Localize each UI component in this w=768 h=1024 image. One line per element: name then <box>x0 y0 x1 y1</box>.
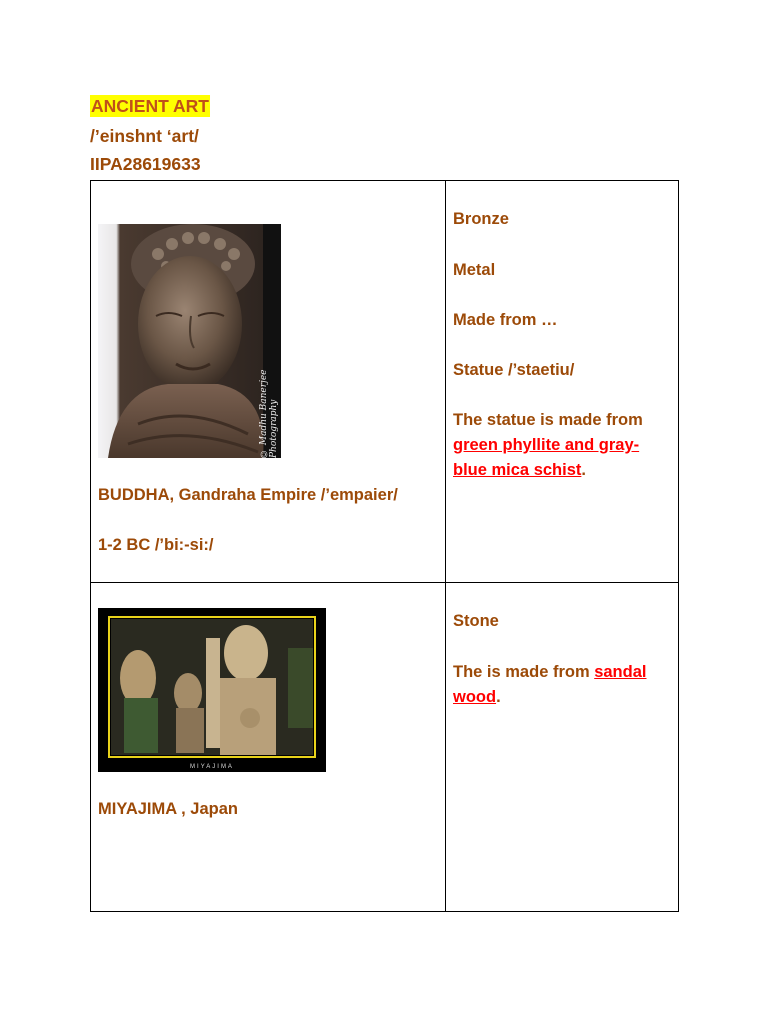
buddha-caption: BUDDHA, Gandraha Empire /’empaier/ <box>98 486 398 504</box>
buddha-image-graphic <box>98 224 281 458</box>
vocabulary-table <box>90 180 679 912</box>
photo-credit: © Madhu Banerjee Photography <box>259 369 279 458</box>
desc-line: Statue /’staetiu/ <box>453 361 575 379</box>
sentence-end: . <box>581 461 586 479</box>
table-row <box>91 583 679 912</box>
desc-line: Metal <box>453 261 496 279</box>
material-link[interactable]: green phyllite and gray-blue mica schist <box>453 436 640 479</box>
sentence-end: . <box>496 688 501 706</box>
desc-line: Bronze <box>453 210 509 228</box>
buddha-date: 1-2 BC /’bi:-si:/ <box>98 536 214 554</box>
sentence-text: The statue is made from <box>453 411 643 429</box>
buddha-image <box>98 224 281 458</box>
miyajima-image-graphic <box>98 608 326 772</box>
desc-sentence <box>453 660 668 710</box>
document-code: IIPA28619633 <box>90 154 201 174</box>
sentence-text: The is made from <box>453 663 595 681</box>
desc-sentence <box>453 408 668 483</box>
page-title: ANCIENT ART <box>91 96 209 116</box>
material-link[interactable]: sandal wood <box>453 663 647 706</box>
table-cell-image <box>91 181 446 583</box>
desc-line: Stone <box>453 612 499 630</box>
miyajima-image <box>98 608 326 772</box>
desc-line: Made from … <box>453 311 558 329</box>
image-caption: MIYAJIMA <box>190 764 234 770</box>
table-row <box>91 181 679 583</box>
table-cell-description <box>446 181 679 583</box>
miyajima-caption: MIYAJIMA , Japan <box>98 800 238 818</box>
title-phonetic: /’einshnt ‘art/ <box>90 126 199 146</box>
table-cell-description <box>446 583 679 912</box>
table-cell-image <box>91 583 446 912</box>
